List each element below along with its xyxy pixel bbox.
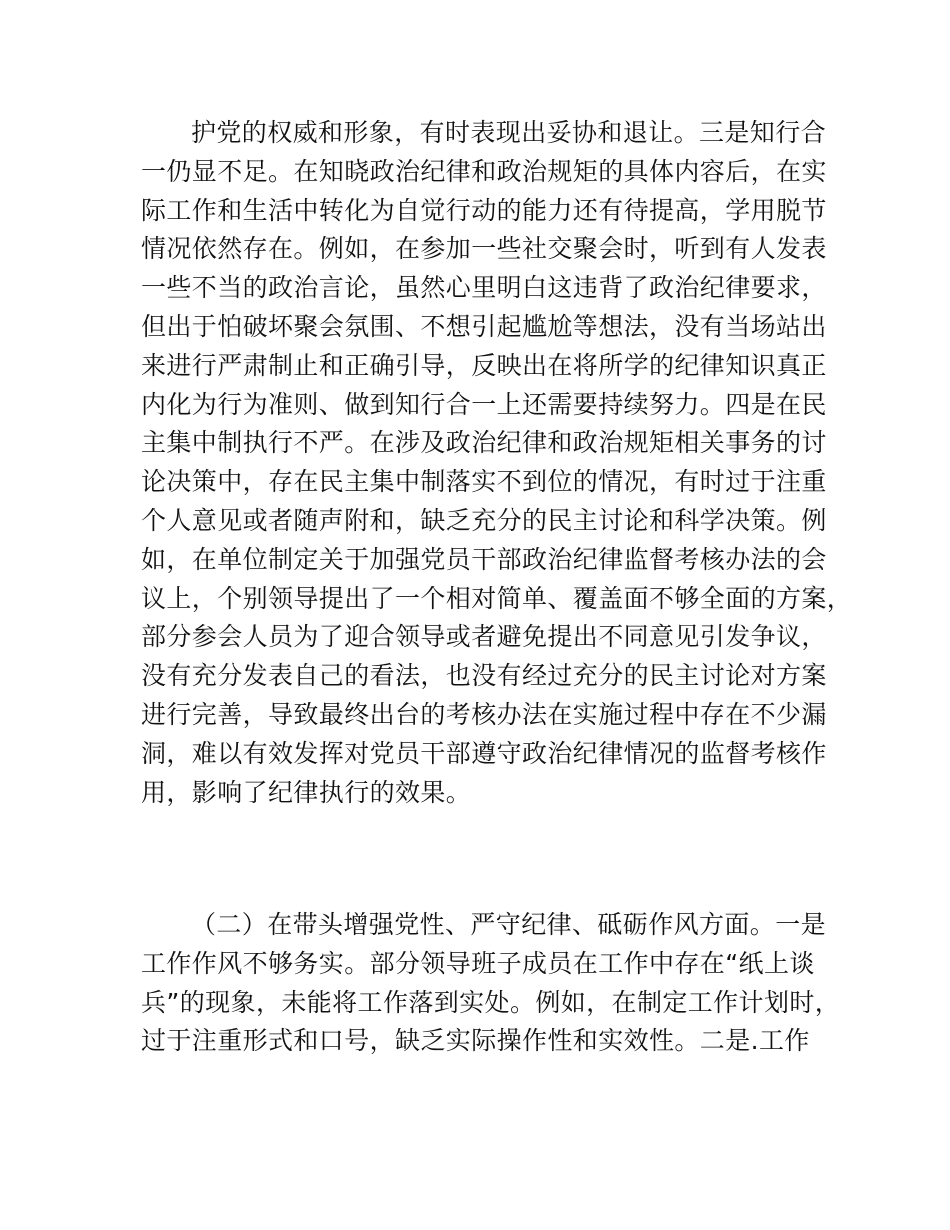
text-line: 工作作风不够务实。部分领导班子成员在工作中存在“纸上谈: [141, 948, 815, 978]
text-line: 主集中制执行不严。在涉及政治纪律和政治规矩相关事务的讨: [141, 428, 827, 458]
text-line: 议上，个别领导提出了一个相对简单、覆盖面不够全面的方案，: [141, 583, 853, 613]
text-line: 洞，难以有效发挥对党员干部遵守政治纪律情况的监督考核作: [141, 738, 827, 768]
text-line: 论决策中，存在民主集中制落实不到位的情况，有时过于注重: [141, 467, 827, 497]
text-line: 过于注重形式和口号，缺乏实际操作性和实效性。二是.工作: [141, 1026, 810, 1056]
text-line: 一仍显不足。在知晓政治纪律和政治规矩的具体内容后，在实: [141, 156, 827, 186]
text-line: 部分参会人员为了迎合领导或者避免提出不同意见引发争议，: [141, 622, 827, 652]
text-line: 来进行严肃制止和正确引导，反映出在将所学的纪律知识真正: [141, 350, 827, 380]
text-line: 进行完善，导致最终出台的考核办法在实施过程中存在不少漏: [141, 699, 827, 729]
text-line: （二）在带头增强党性、严守纪律、砥砺作风方面。一是: [191, 910, 827, 939]
paragraph-1: [141, 114, 853, 812]
text-line: 际工作和生活中转化为自觉行动的能力还有待提高，学用脱节: [141, 195, 827, 225]
text-line: 但出于怕破坏聚会氛围、不想引起尴尬等想法，没有当场站出: [141, 311, 827, 341]
paragraph-2: [141, 906, 841, 1061]
text-line: 一些不当的政治言论，虽然心里明白这违背了政治纪律要求，: [141, 273, 827, 303]
text-line: 内化为行为准则、做到知行合一上还需要持续努力。四是在民: [141, 389, 827, 419]
text-line: 情况依然存在。例如，在参加一些社交聚会时，听到有人发表: [141, 234, 827, 264]
text-line: 个人意见或者随声附和，缺乏充分的民主讨论和科学决策。例: [141, 505, 827, 535]
text-line: 用，影响了纪律执行的效果。: [141, 777, 472, 807]
text-line: 没有充分发表自己的看法，也没有经过充分的民主讨论对方案: [141, 661, 827, 691]
text-line: 如，在单位制定关于加强党员干部政治纪律监督考核办法的会: [141, 544, 827, 574]
text-line: 护党的权威和形象，有时表现出妥协和退让。三是知行合: [191, 118, 827, 147]
text-line: 兵”的现象，未能将工作落到实处。例如，在制定工作计划时，: [141, 987, 841, 1017]
